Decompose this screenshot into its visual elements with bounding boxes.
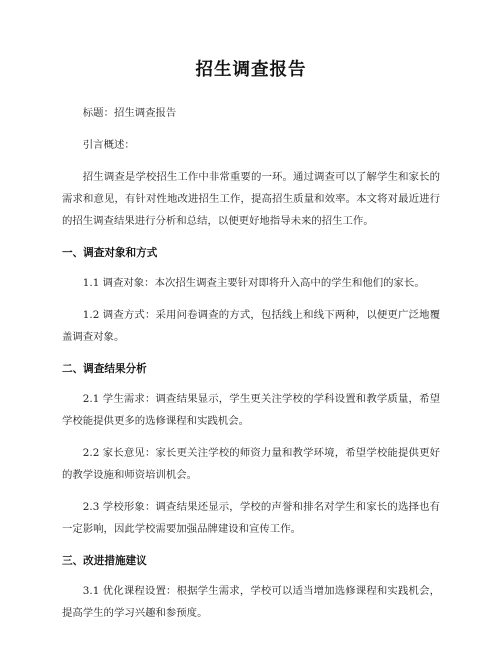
section-heading-1: 一、调查对象和方式: [62, 247, 158, 259]
intro-paragraph: 招生调查是学校招生工作中非常重要的一环。通过调查可以了解学生和家长的需求和意见，有针对性地改进招生工作，提高招生质量和效率。本文将对最近进行的招生调查结果进行分析和总结，以便更好地指导未来的招生工作。: [62, 171, 440, 227]
paragraph-1-2: 1.2 调查方式：采用问卷调查的方式，包括线上和线下两种，以便更广泛地覆盖调查对象。: [62, 309, 440, 343]
section-heading-2: 二、调查结果分析: [62, 363, 147, 375]
section-heading-3: 三、改进措施建议: [62, 555, 147, 567]
intro-label: 引言概述：: [82, 139, 135, 151]
subtitle-line: 标题：招生调查报告: [82, 107, 177, 119]
paragraph-2-3: 2.3 学校形象：调查结果还显示，学校的声誉和排名对学生和家长的选择也有一定影响，因此学校需要加强品牌建设和宣传工作。: [62, 501, 440, 535]
document-title: 招生调查报告: [195, 60, 307, 80]
paragraph-3-1: 3.1 优化课程设置：根据学生需求，学校可以适当增加选修课程和实践机会，提高学生的学习兴趣和参预度。: [62, 585, 440, 619]
paragraph-2-2: 2.2 家长意见：家长更关注学校的师资力量和教学环境，希望学校能提供更好的教学设施和师资培训机会。: [62, 447, 440, 481]
paragraph-1-1: 1.1 调查对象：本次招生调查主要针对即将升入高中的学生和他们的家长。: [82, 277, 425, 289]
paragraph-2-1: 2.1 学生需求：调查结果显示，学生更关注学校的学科设置和教学质量，希望学校能提供更多的选修课程和实践机会。: [62, 393, 440, 427]
